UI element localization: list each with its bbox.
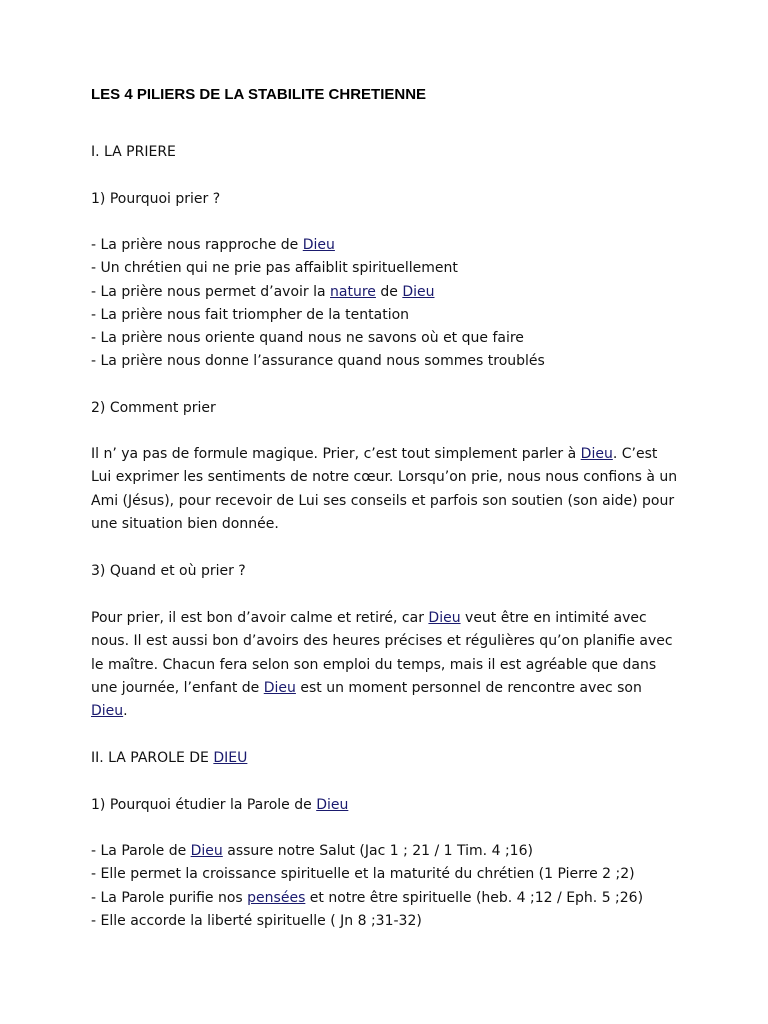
- list-item-text: de: [375, 283, 403, 300]
- list-item: - La prière nous oriente quand nous ne savons où et que faire: [91, 330, 524, 347]
- dieu-link[interactable]: Dieu: [428, 610, 461, 626]
- paragraph-text: veut être en intimité avec nous. Il est aussi bon d’avoirs des heures précises et régulières qu’on planifie avec le maître. Chacun fera selon son emploi du temps, mais il est agréable que dans une journée, l’enfant de: [91, 610, 673, 696]
- list-item-text: - La prière nous permet d’avoir la: [91, 283, 331, 300]
- subheading-pourquoi-etudier: [91, 794, 681, 817]
- subheading-quand-prier: [91, 560, 681, 583]
- list-item-text: assure notre Salut (Jac 1 ; 21 / 1 Tim. 4 ;16): [222, 843, 533, 859]
- list-item: [91, 281, 681, 304]
- list-pourquoi-prier: [91, 234, 681, 374]
- subheading-text: 3) Quand et où prier ?: [91, 563, 246, 579]
- dieu-link[interactable]: Dieu: [580, 446, 613, 462]
- paragraph-quand-prier: [91, 607, 681, 723]
- list-item: [91, 234, 681, 257]
- paragraph-text: Pour prier, il est bon d’avoir calme et retiré, car: [91, 610, 429, 626]
- paragraph-comment-prier: [91, 443, 681, 536]
- subheading-text: 1) Pourquoi étudier la Parole de: [91, 797, 317, 813]
- dieu-link[interactable]: Dieu: [302, 237, 335, 253]
- list-item: - Elle accorde la liberté spirituelle ( Jn 8 ;31-32): [91, 912, 422, 929]
- nature-link[interactable]: nature: [330, 283, 376, 300]
- section-heading-priere: [91, 141, 681, 164]
- list-item-text: - La prière nous rapproche de: [91, 237, 303, 253]
- list-item: - Elle permet la croissance spirituelle et la maturité du chrétien (1 Pierre 2 ;2): [91, 866, 635, 883]
- list-item: [91, 840, 681, 863]
- list-pourquoi-etudier: [91, 840, 681, 933]
- dieu-link[interactable]: Dieu: [402, 283, 435, 300]
- dieu-link[interactable]: Dieu: [316, 797, 349, 813]
- subheading-comment-prier: [91, 397, 681, 420]
- section-heading-text: I. LA PRIERE: [91, 144, 176, 160]
- pensees-link[interactable]: pensées: [247, 889, 306, 906]
- dieu-link[interactable]: DIEU: [213, 750, 248, 766]
- paragraph-text: est un moment personnel de rencontre avec son: [295, 679, 642, 696]
- subheading-pourquoi-prier: [91, 188, 681, 211]
- paragraph-text: Il n’ ya pas de formule magique. Prier, c’est tout simplement parler à: [91, 446, 581, 462]
- subheading-text: 1) Pourquoi prier ?: [91, 191, 221, 207]
- subheading-text: 2) Comment prier: [91, 400, 216, 416]
- dieu-link[interactable]: Dieu: [263, 679, 296, 696]
- list-item: - Un chrétien qui ne prie pas affaiblit spirituellement: [91, 260, 458, 277]
- section-heading-line: [91, 747, 681, 770]
- section-heading-parole: [91, 747, 681, 770]
- list-item: - La prière nous donne l’assurance quand nous sommes troublés: [91, 353, 545, 370]
- dieu-link[interactable]: Dieu: [91, 703, 124, 720]
- list-item-text: - La Parole purifie nos: [91, 889, 248, 906]
- paragraph-text: . C’est Lui exprimer les sentiments de notre cœur. Lorsqu’on prie, nous nous confions à un Ami (Jésus), pour recevoir de Lui ses conseils et parfois son soutien (son aide) pour une situation bien donnée.: [91, 446, 678, 532]
- list-item: - La prière nous fait triompher de la tentation: [91, 306, 410, 323]
- dieu-link[interactable]: Dieu: [190, 843, 223, 859]
- section-heading-text: II. LA PAROLE DE: [91, 750, 214, 766]
- subheading-line: [91, 794, 681, 817]
- list-item-text: et notre être spirituelle (heb. 4 ;12 / Eph. 5 ;26): [305, 889, 644, 906]
- list-item-text: - La Parole de: [91, 843, 191, 859]
- paragraph-text: .: [123, 703, 128, 720]
- document-title: LES 4 PILIERS DE LA STABILITE CHRETIENNE: [91, 86, 427, 103]
- list-item: [91, 887, 681, 910]
